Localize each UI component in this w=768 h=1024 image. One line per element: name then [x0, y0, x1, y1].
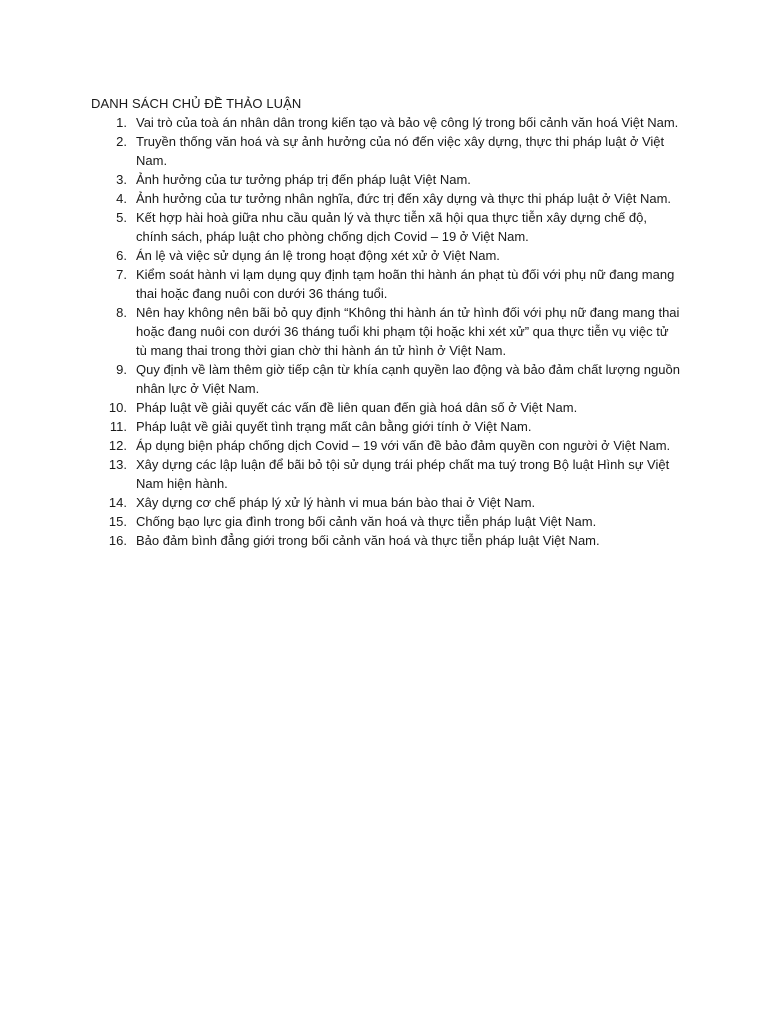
list-item [91, 436, 681, 455]
item-number: 2. [116, 134, 127, 149]
item-number: 9. [116, 362, 127, 377]
item-text: Ảnh hưởng của tư tưởng pháp trị đến pháp luật Việt Nam. [136, 172, 471, 187]
topic-list [91, 113, 681, 550]
item-number: 5. [116, 210, 127, 225]
item-text: Quy định về làm thêm giờ tiếp cận từ khía cạnh quyền lao động và bảo đảm chất lượng nguồn nhân lực ở Việt Nam. [136, 362, 680, 396]
item-text: Áp dụng biện pháp chống dịch Covid – 19 với vấn đề bảo đảm quyền con người ở Việt Nam. [136, 438, 671, 453]
list-item [91, 265, 681, 303]
list-item [91, 170, 681, 189]
item-number: 4. [116, 191, 127, 206]
item-text: Kiểm soát hành vi lạm dụng quy định tạm hoãn thi hành án phạt tù đối với phụ nữ đang mang thai hoặc đang nuôi con dưới 36 tháng tuổi. [136, 267, 675, 301]
list-item [91, 455, 681, 493]
item-number: 3. [116, 172, 127, 187]
list-item [91, 189, 681, 208]
item-text: Xây dựng các lập luận để bãi bỏ tội sử dụng trái phép chất ma tuý trong Bộ luật Hình sự Việt Nam hiện hành. [136, 457, 670, 491]
item-text: Vai trò của toà án nhân dân trong kiến tạo và bảo vệ công lý trong bối cảnh văn hoá Việt Nam. [136, 115, 679, 130]
item-text: Kết hợp hài hoà giữa nhu cầu quản lý và thực tiễn xã hội qua thực tiễn xây dựng chế độ, chính sách, pháp luật cho phòng chống dịch Covid – 19 ở Việt Nam. [136, 210, 647, 244]
item-text: Pháp luật về giải quyết tình trạng mất cân bằng giới tính ở Việt Nam. [136, 419, 532, 434]
item-number: 10. [108, 400, 127, 415]
item-text: Truyền thống văn hoá và sự ảnh hưởng của nó đến việc xây dựng, thực thi pháp luật ở Việt Nam. [136, 134, 665, 168]
item-text: Xây dựng cơ chế pháp lý xử lý hành vi mua bán bào thai ở Việt Nam. [136, 495, 536, 510]
item-text: Bảo đảm bình đẳng giới trong bối cảnh văn hoá và thực tiễn pháp luật Việt Nam. [136, 533, 600, 548]
item-number: 1. [116, 115, 127, 130]
item-number: 16. [108, 533, 127, 548]
document-body [91, 94, 681, 550]
list-item [91, 360, 681, 398]
item-number: 8. [116, 305, 127, 320]
item-number: 11. [109, 419, 127, 434]
list-item [91, 303, 681, 360]
item-text: Nên hay không nên bãi bỏ quy định “Không thi hành án tử hình đối với phụ nữ đang mang thai hoặc đang nuôi con dưới 36 tháng tuổi khi phạm tội hoặc khi xét xử” qua thực tiễn vụ việc tử tù mang thai trong thời gian chờ thi hành án tử hình ở Việt Nam. [136, 305, 680, 358]
list-item [91, 113, 681, 132]
item-number: 15. [108, 514, 127, 529]
item-number: 7. [116, 267, 127, 282]
list-item [91, 132, 681, 170]
item-number: 13. [108, 457, 127, 472]
list-item [91, 417, 681, 436]
list-item [91, 208, 681, 246]
item-text: Pháp luật về giải quyết các vấn đề liên quan đến già hoá dân số ở Việt Nam. [136, 400, 578, 415]
item-text: Ảnh hưởng của tư tưởng nhân nghĩa, đức trị đến xây dựng và thực thi pháp luật ở Việt Nam. [136, 191, 672, 206]
item-text: Chống bạo lực gia đình trong bối cảnh văn hoá và thực tiễn pháp luật Việt Nam. [136, 514, 597, 529]
item-text: Án lệ và việc sử dụng án lệ trong hoạt động xét xử ở Việt Nam. [136, 248, 500, 263]
list-item [91, 398, 681, 417]
document-title: DANH SÁCH CHỦ ĐỀ THẢO LUẬN [91, 96, 302, 111]
list-item [91, 246, 681, 265]
item-number: 6. [116, 248, 127, 263]
item-number: 12. [108, 438, 127, 453]
list-item [91, 493, 681, 512]
list-item [91, 512, 681, 531]
item-number: 14. [108, 495, 127, 510]
list-item [91, 531, 681, 550]
